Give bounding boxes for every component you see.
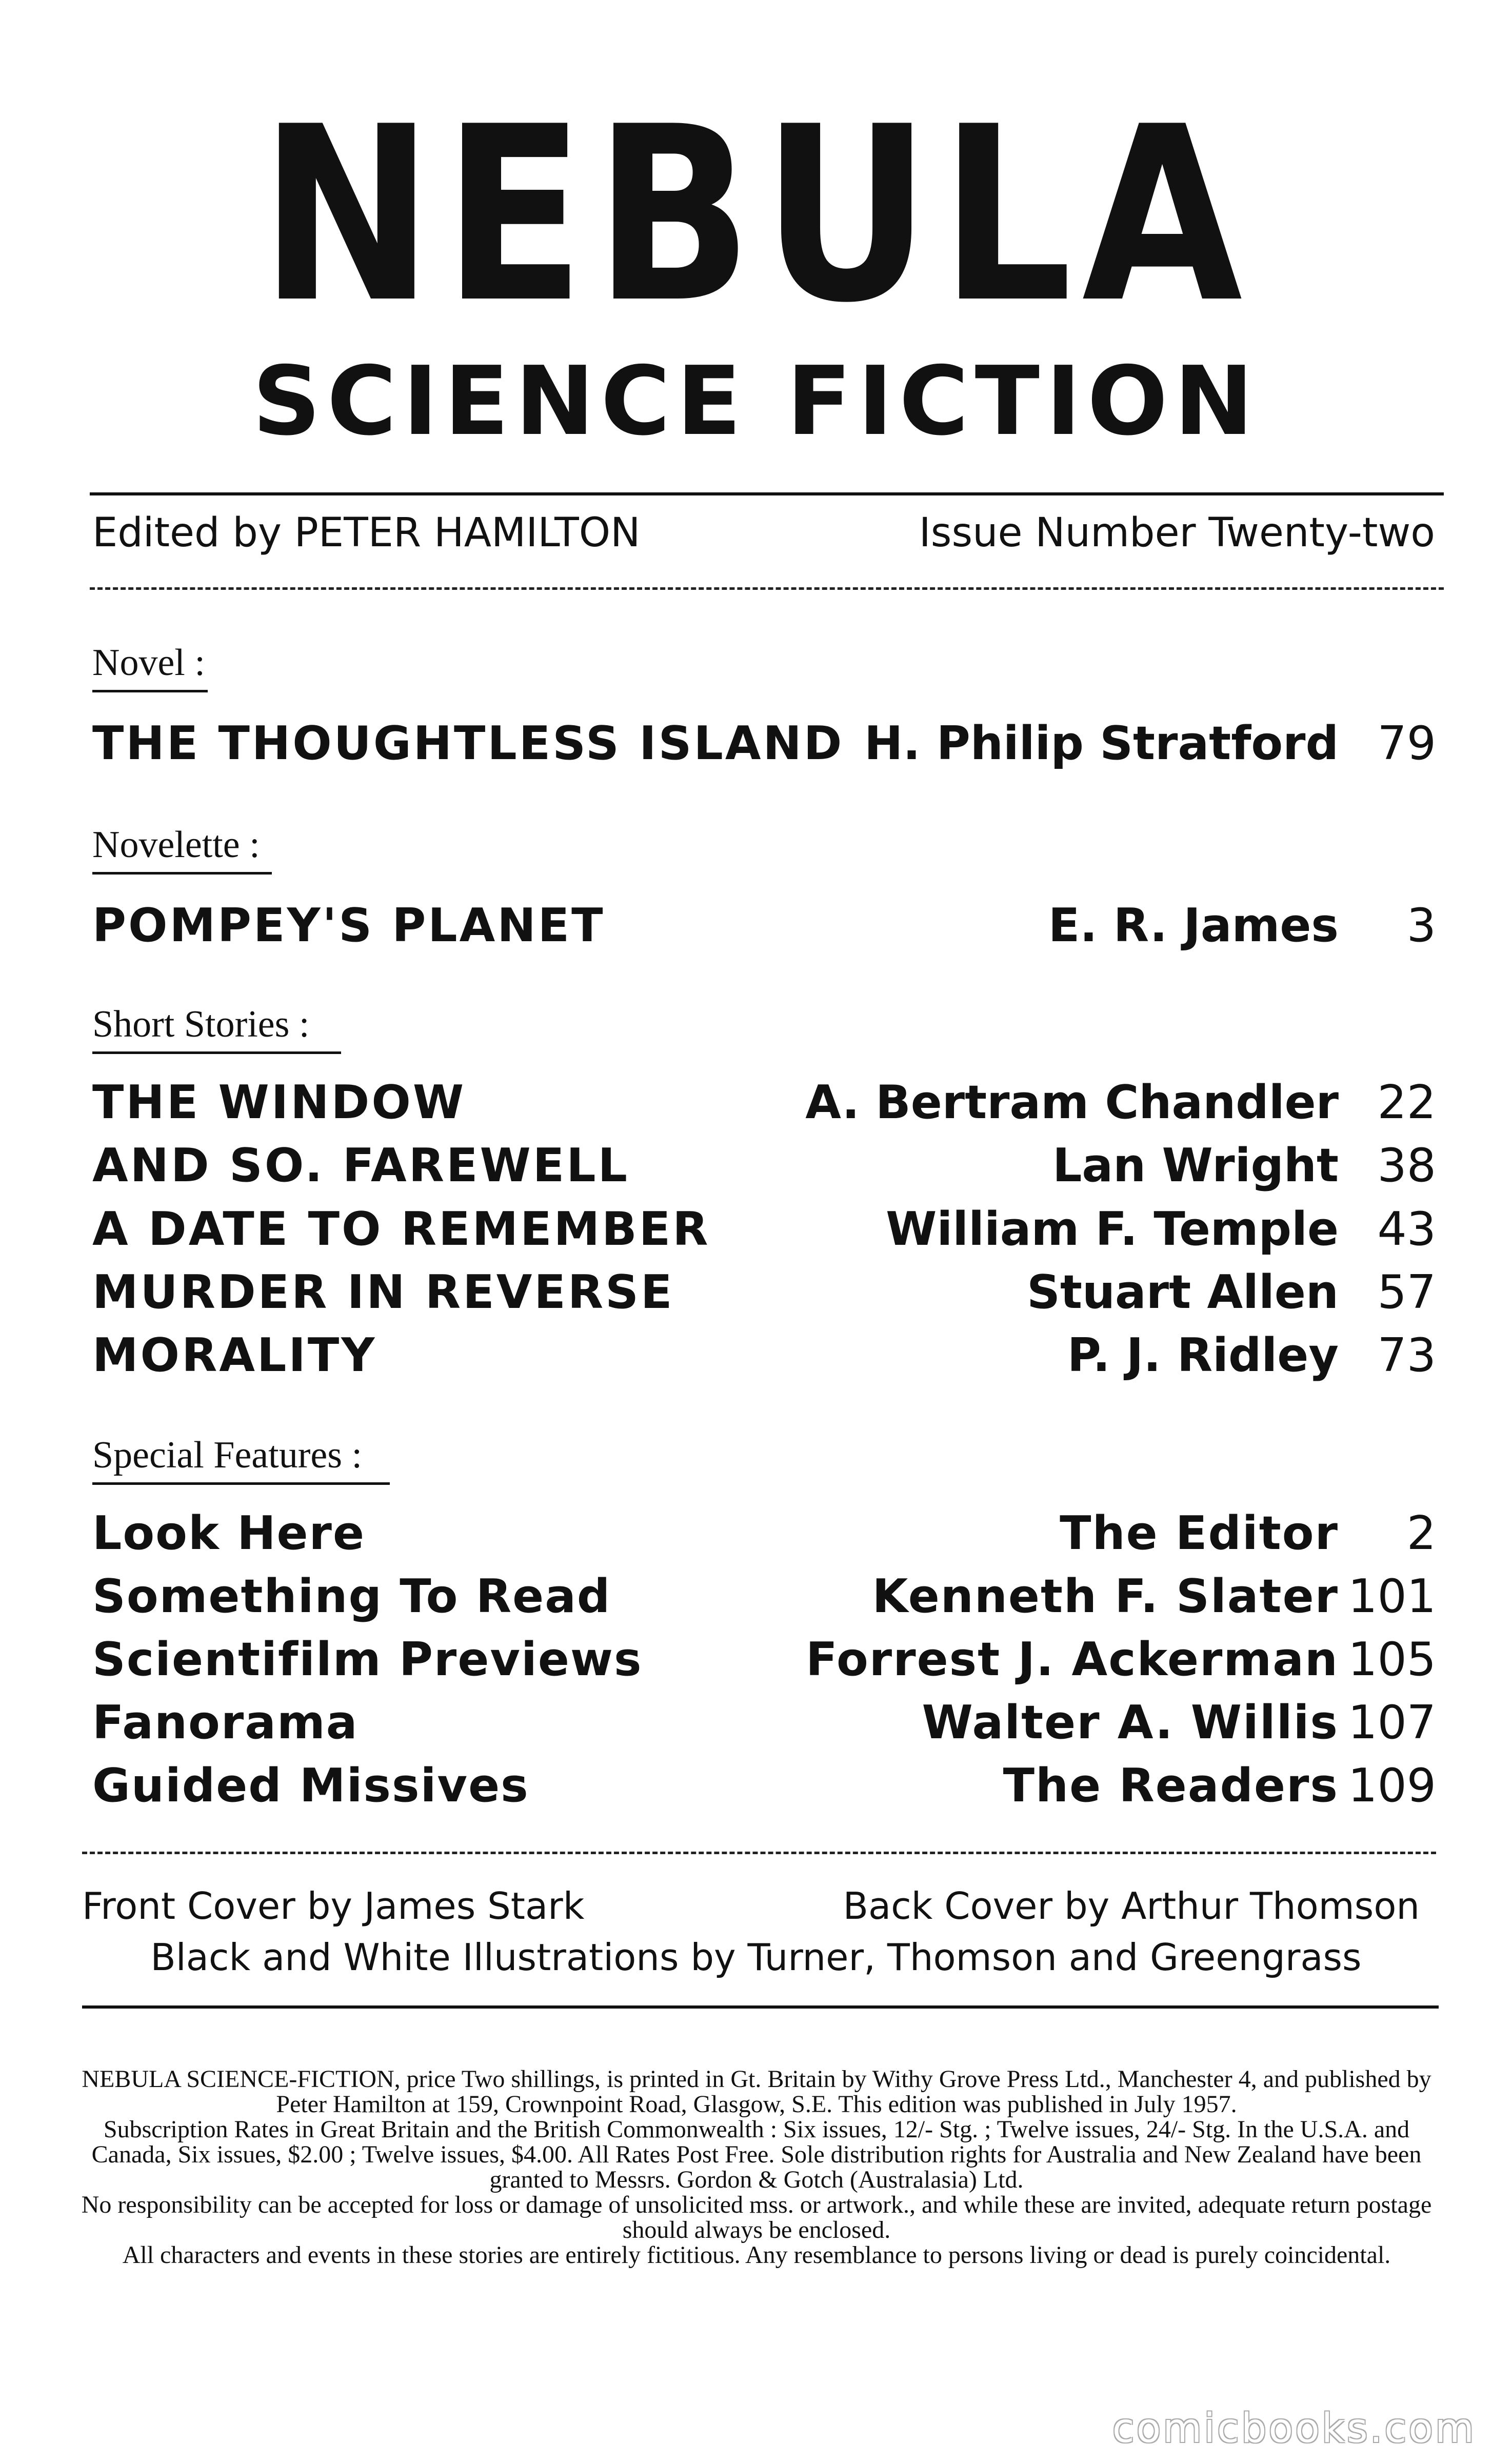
- page-number: 101: [1348, 1570, 1436, 1623]
- page-number: 73: [1377, 1328, 1436, 1382]
- story-title: AND SO. FAREWELL: [92, 1139, 629, 1193]
- section-underline: [92, 690, 208, 692]
- toc-entry: [92, 1202, 1436, 1263]
- toc-entry: [92, 1696, 1436, 1756]
- toc-entry: [92, 1759, 1436, 1819]
- site-watermark: comicbooks.com: [1112, 2406, 1476, 2452]
- story-author: P. J. Ridley: [1067, 1328, 1339, 1382]
- story-author: A. Bertram Chandler: [805, 1076, 1339, 1129]
- feature-title: Guided Missives: [92, 1759, 529, 1813]
- page-number: 38: [1377, 1139, 1436, 1193]
- page-number: 43: [1377, 1202, 1436, 1256]
- page-number: 109: [1348, 1759, 1436, 1813]
- story-author: H. Philip Stratford: [864, 717, 1339, 770]
- story-title: A DATE TO REMEMBER: [92, 1202, 710, 1256]
- toc-entry: [92, 1570, 1436, 1630]
- story-author: William F. Temple: [886, 1202, 1339, 1256]
- feature-title: Fanorama: [92, 1696, 359, 1750]
- toc-entry: [92, 1076, 1436, 1136]
- page-number: 57: [1377, 1265, 1436, 1319]
- feature-author: Walter A. Willis: [922, 1696, 1339, 1750]
- publication-notice: [72, 2067, 1441, 2268]
- fineprint-rule: [82, 2005, 1439, 2009]
- story-title: MORALITY: [92, 1328, 377, 1382]
- feature-author: Kenneth F. Slater: [872, 1570, 1339, 1623]
- toc-entry: [92, 1328, 1436, 1389]
- section-underline: [92, 872, 272, 875]
- back-cover-credit: Back Cover by Arthur Thomson: [843, 1884, 1420, 1928]
- toc-entry: [92, 1265, 1436, 1326]
- page-number: 79: [1377, 717, 1436, 770]
- page-number: 22: [1377, 1076, 1436, 1129]
- toc-entry: [92, 899, 1436, 959]
- responsibility-notice: No responsibility can be accepted for loss or damage of unsolicited mss. or artwork., and while these are invited, adequate return postage should always be enclosed.: [81, 2191, 1432, 2243]
- illustrations-credit: Black and White Illustrations by Turner, Thomson and Greengrass: [150, 1936, 1362, 1979]
- page-number: 2: [1406, 1506, 1436, 1560]
- front-cover-credit: Front Cover by James Stark: [82, 1884, 585, 1928]
- toc-entry: [92, 1139, 1436, 1199]
- editor-credit: Edited by PETER HAMILTON: [92, 510, 641, 556]
- section-underline: [92, 1051, 341, 1054]
- feature-title: Something To Read: [92, 1570, 611, 1623]
- toc-entry: [92, 1633, 1436, 1693]
- masthead-rule: [90, 492, 1444, 495]
- feature-author: Forrest J. Ackerman: [806, 1633, 1339, 1686]
- page-number: 105: [1348, 1633, 1436, 1686]
- section-underline: [92, 1482, 390, 1485]
- section-heading-novelette: Novelette :: [92, 824, 260, 866]
- story-author: Lan Wright: [1052, 1139, 1339, 1193]
- section-heading-novel: Novel :: [92, 642, 205, 684]
- feature-title: Look Here: [92, 1506, 365, 1560]
- issue-number: Issue Number Twenty-two: [919, 510, 1435, 556]
- fiction-disclaimer: All characters and events in these stories are entirely fictitious. Any resemblance to persons living or dead is purely coincidental.: [122, 2241, 1391, 2269]
- story-title: THE WINDOW: [92, 1076, 466, 1129]
- story-author: Stuart Allen: [1027, 1265, 1339, 1319]
- page-number: 107: [1348, 1696, 1436, 1750]
- section-heading-special-features: Special Features :: [92, 1434, 363, 1476]
- story-title: MURDER IN REVERSE: [92, 1265, 674, 1319]
- printer-notice: NEBULA SCIENCE-FICTION, price Two shillings, is printed in Gt. Britain by Withy Grove Press Ltd., Manchester 4, and published by Peter Hamilton at 159, Crownpoint Road, Glasgow, S.E. This edition was published in July 1957.: [82, 2065, 1431, 2118]
- feature-title: Scientifilm Previews: [92, 1633, 643, 1686]
- section-heading-short-stories: Short Stories :: [92, 1003, 310, 1045]
- story-author: E. R. James: [1048, 899, 1339, 952]
- feature-author: The Editor: [1060, 1506, 1339, 1560]
- story-title: POMPEY'S PLANET: [92, 899, 605, 952]
- magazine-title: NEBULA: [260, 75, 1252, 355]
- story-title: THE THOUGHTLESS ISLAND: [92, 717, 844, 770]
- magazine-subtitle: SCIENCE FICTION: [252, 346, 1260, 456]
- toc-entry: [92, 1506, 1436, 1567]
- meta-rule: [90, 587, 1444, 590]
- credits-rule: [82, 1852, 1436, 1854]
- subscription-notice: Subscription Rates in Great Britain and the British Commonwealth : Six issues, 12/- Stg. ; Twelve issues, 24/- Stg. In the U.S.A. and Canada, Six issues, $2.00 ; Twelve issues, $4.00. All Rates Post Free. Sole distribution rights for Australia and New Zealand have been granted to Messrs. Gordon & Gotch (Australasia) Ltd.: [91, 2115, 1422, 2193]
- page-number: 3: [1406, 899, 1436, 952]
- feature-author: The Readers: [1003, 1759, 1339, 1813]
- toc-entry: [92, 717, 1436, 777]
